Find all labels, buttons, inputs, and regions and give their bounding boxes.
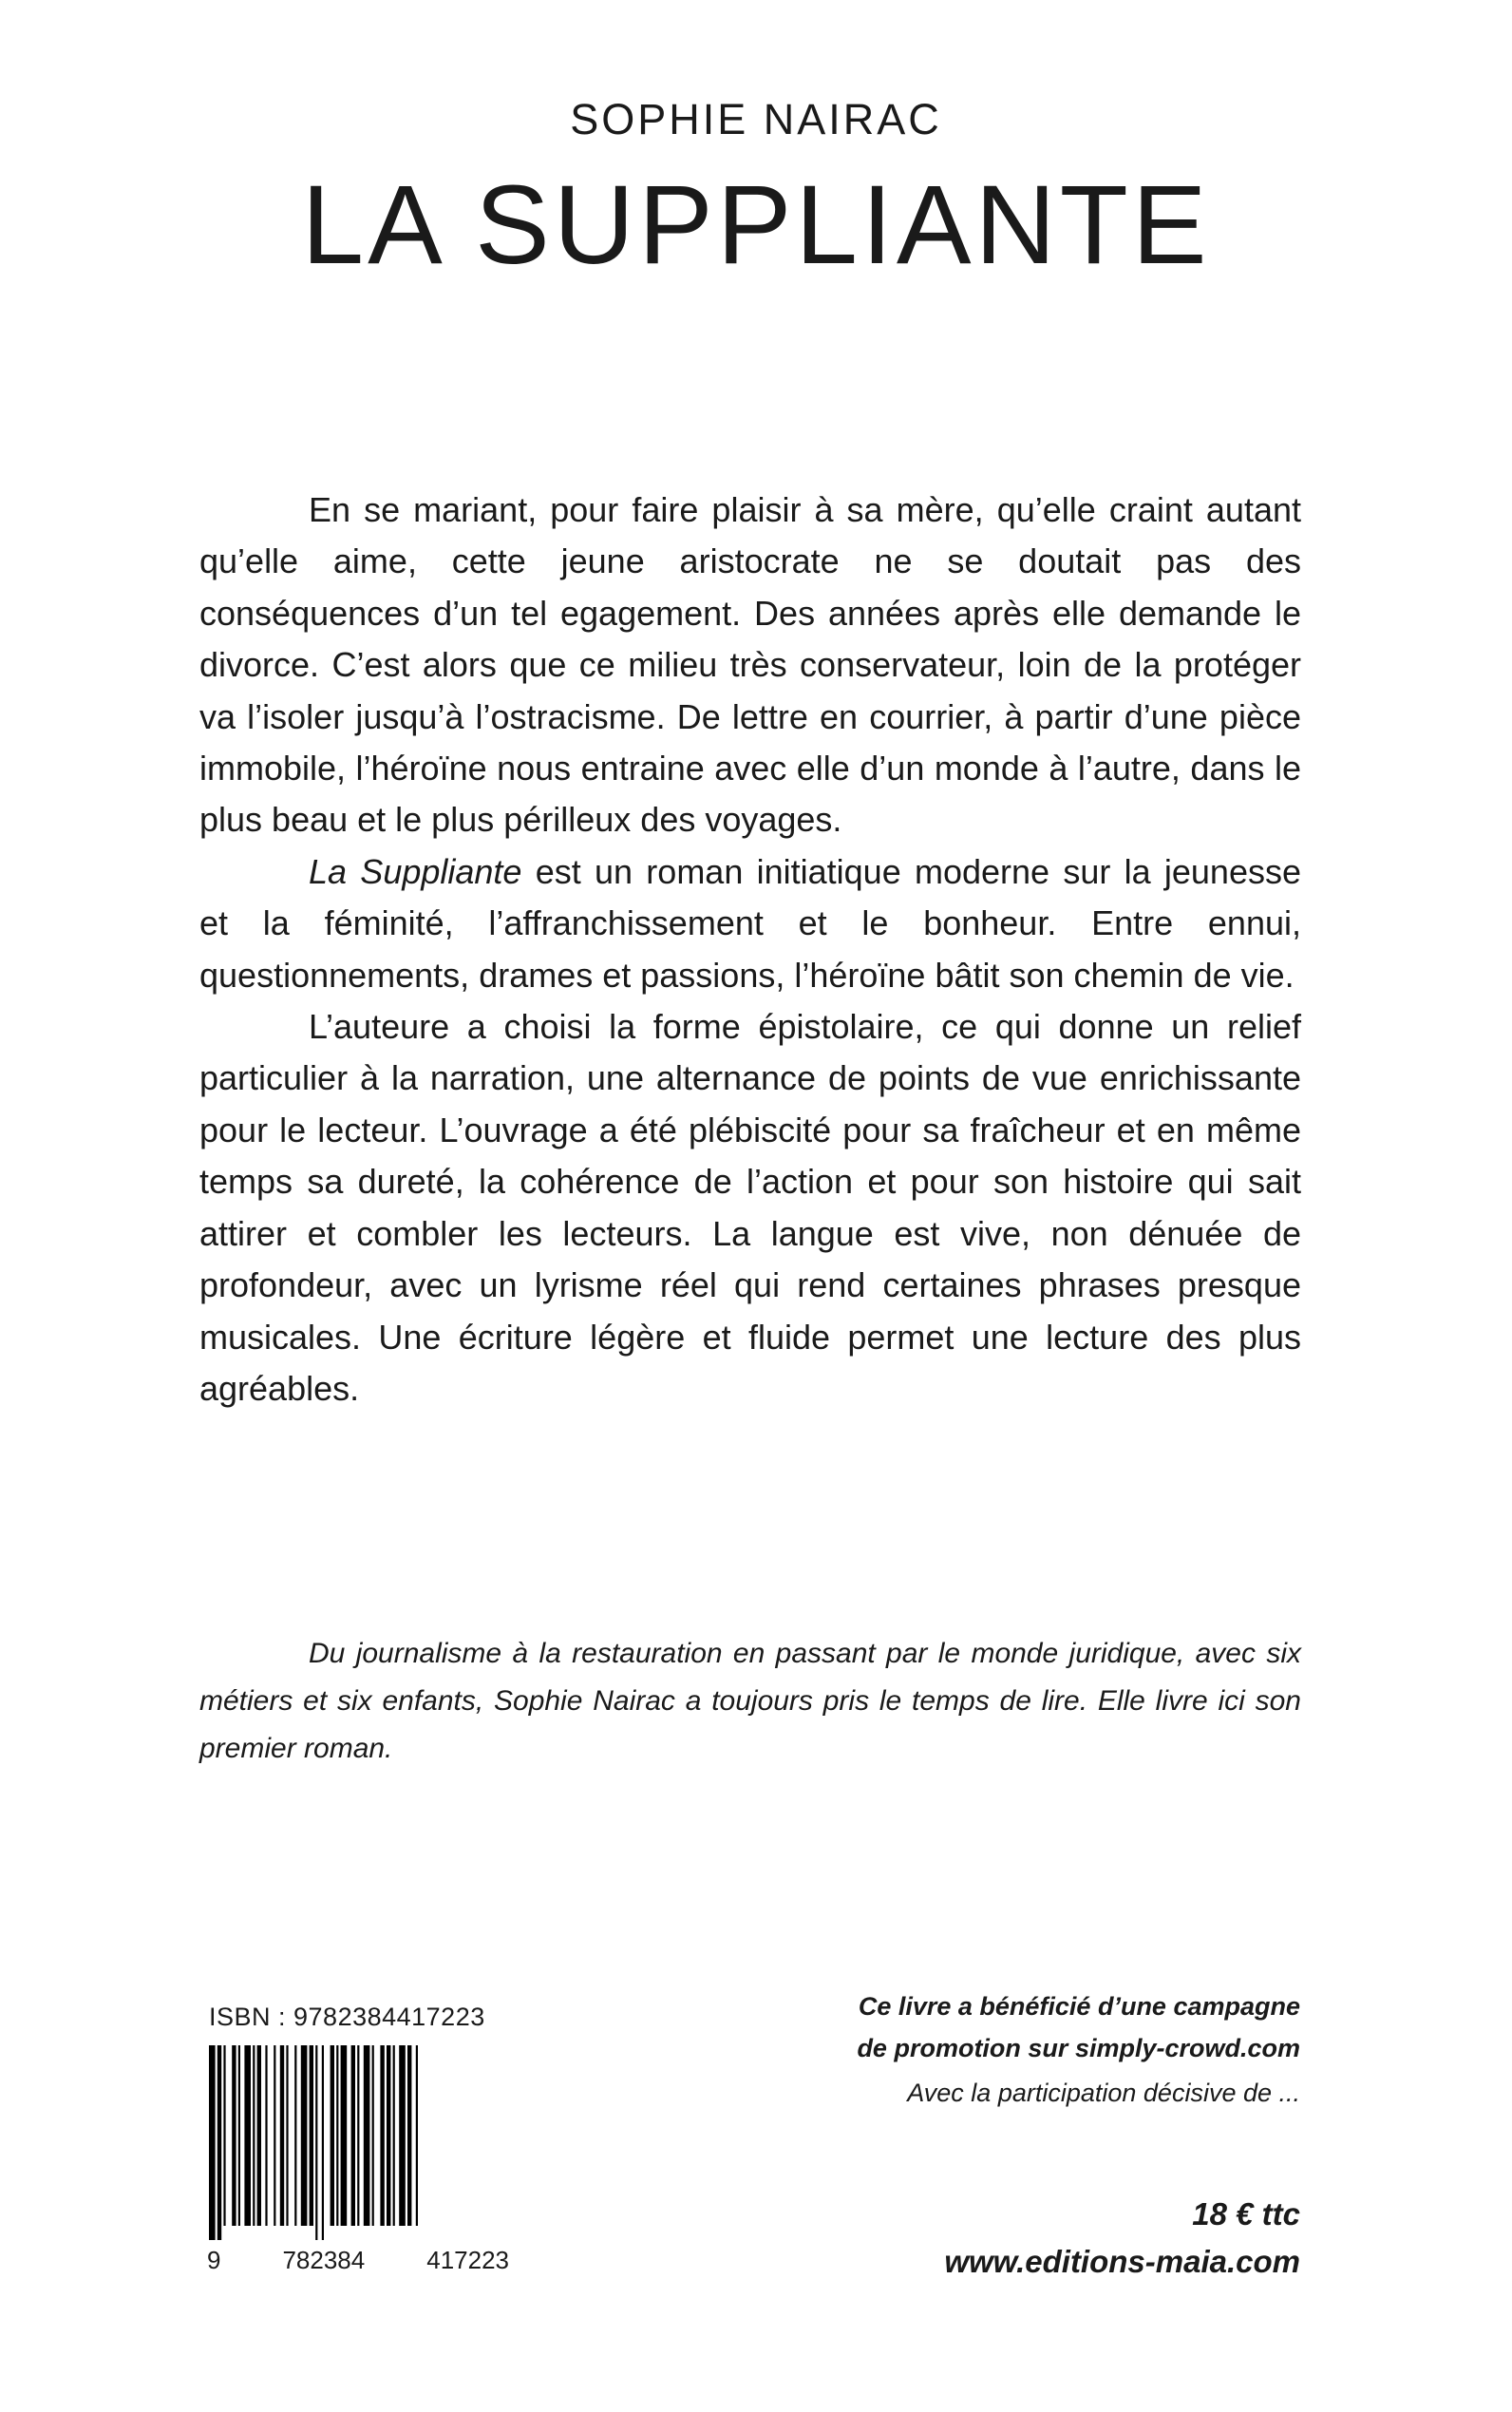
barcode-bar (238, 2045, 240, 2226)
barcode-bar (380, 2045, 384, 2226)
barcode-bar (407, 2045, 411, 2226)
summary-paragraph-2-text: est un roman initiatique moderne sur la jeunesse et la féminité, l’affranchissement et le bonheur. Entre ennui, questionnements, drames et passions, l’héroïne bâtit son chemin de vie. (199, 851, 1301, 995)
barcode-bar (280, 2045, 284, 2226)
barcode-bar (416, 2045, 418, 2226)
barcode-bar (244, 2045, 251, 2226)
summary-paragraph-1: En se mariant, pour faire plaisir à sa mère, qu’elle craint autant qu’elle aime, cette jeune aristocrate ne se doutait pas des conséquences d’un tel egagement. Des années après elle demande le divorce. C’est alors que ce milieu très conservateur, loin de la protéger va l’isoler jusqu’à l’ostracisme. De lettre en courrier, à partir d’une pièce immobile, l’héroïne nous entraine avec elle d’un monde à l’autre, dans le plus beau et le plus périlleux des voyages. (199, 490, 1301, 840)
barcode-bar (294, 2045, 296, 2226)
author-name: SOPHIE NAIRAC (570, 95, 942, 143)
promo-notice (857, 1985, 1300, 2069)
barcode-bar (217, 2045, 221, 2240)
isbn-label: ISBN : 9782384417223 (209, 2003, 485, 2031)
price: 18 € ttc (1192, 2196, 1300, 2232)
barcode-bar (336, 2045, 338, 2226)
barcode-bar (223, 2045, 225, 2226)
barcode-bar (357, 2045, 359, 2226)
barcode-bar (315, 2045, 317, 2240)
barcode-bar (364, 2045, 370, 2226)
book-summary (199, 484, 1301, 1415)
summary-book-title: La Suppliante (309, 851, 522, 891)
barcode-bar (387, 2045, 390, 2226)
barcode-bar (393, 2045, 395, 2226)
barcode-digit-group-3: 417223 (426, 2246, 509, 2274)
barcode-bar (301, 2045, 308, 2226)
participation-note: Avec la participation décisive de ... (907, 2079, 1300, 2107)
promo-line-2: de promotion sur simply-crowd.com (857, 2034, 1300, 2062)
barcode-bar (257, 2045, 261, 2226)
barcode-bar (274, 2045, 275, 2226)
barcode-bar (372, 2045, 374, 2226)
publisher-website: www.editions-maia.com (944, 2244, 1300, 2279)
barcode-digit-group-1: 9 (207, 2246, 221, 2274)
book-title: LA SUPPLIANTE (301, 162, 1211, 288)
summary-paragraph-3: L’auteure a choisi la forme épistolaire, ce qui donne un relief particulier à la narration, une alternance de points de vue enrichissante pour le lecteur. L’ouvrage a été plébiscité pour sa fraîcheur et en même temps sa dureté, la cohérence de l’action et pour son histoire qui sait attirer et combler les lecteurs. La langue est vive, non dénuée de profondeur, avec un lyrisme réel qui rend certaines phrases presque musicales. Une écriture légère et fluide permet une lecture des plus agréables. (199, 1007, 1301, 1408)
author-bio (199, 1630, 1301, 1773)
barcode-digits (207, 2246, 509, 2275)
author-bio-text: Du journalisme à la restauration en passant par le monde juridique, avec six métiers et six enfants, Sophie Nairac a toujours pris le temps de lire. Elle livre ici son premier roman. (199, 1638, 1301, 1764)
barcode-bar (265, 2045, 267, 2226)
barcode-bar (341, 2045, 348, 2226)
barcode-icon (207, 2045, 509, 2240)
barcode-bar (232, 2045, 236, 2226)
barcode-bar (331, 2045, 334, 2226)
barcode-bar (253, 2045, 255, 2226)
promo-line-1: Ce livre a bénéficié d’une campagne (858, 1992, 1300, 2021)
barcode-bar (286, 2045, 288, 2226)
barcode-bar (310, 2045, 313, 2226)
barcode-digit-group-2: 782384 (282, 2246, 366, 2274)
barcode-bar (322, 2045, 324, 2240)
summary-paragraph-2 (199, 846, 1301, 1001)
barcode-bar (209, 2045, 216, 2240)
barcode-bar (399, 2045, 406, 2226)
barcode-bar (351, 2045, 355, 2226)
